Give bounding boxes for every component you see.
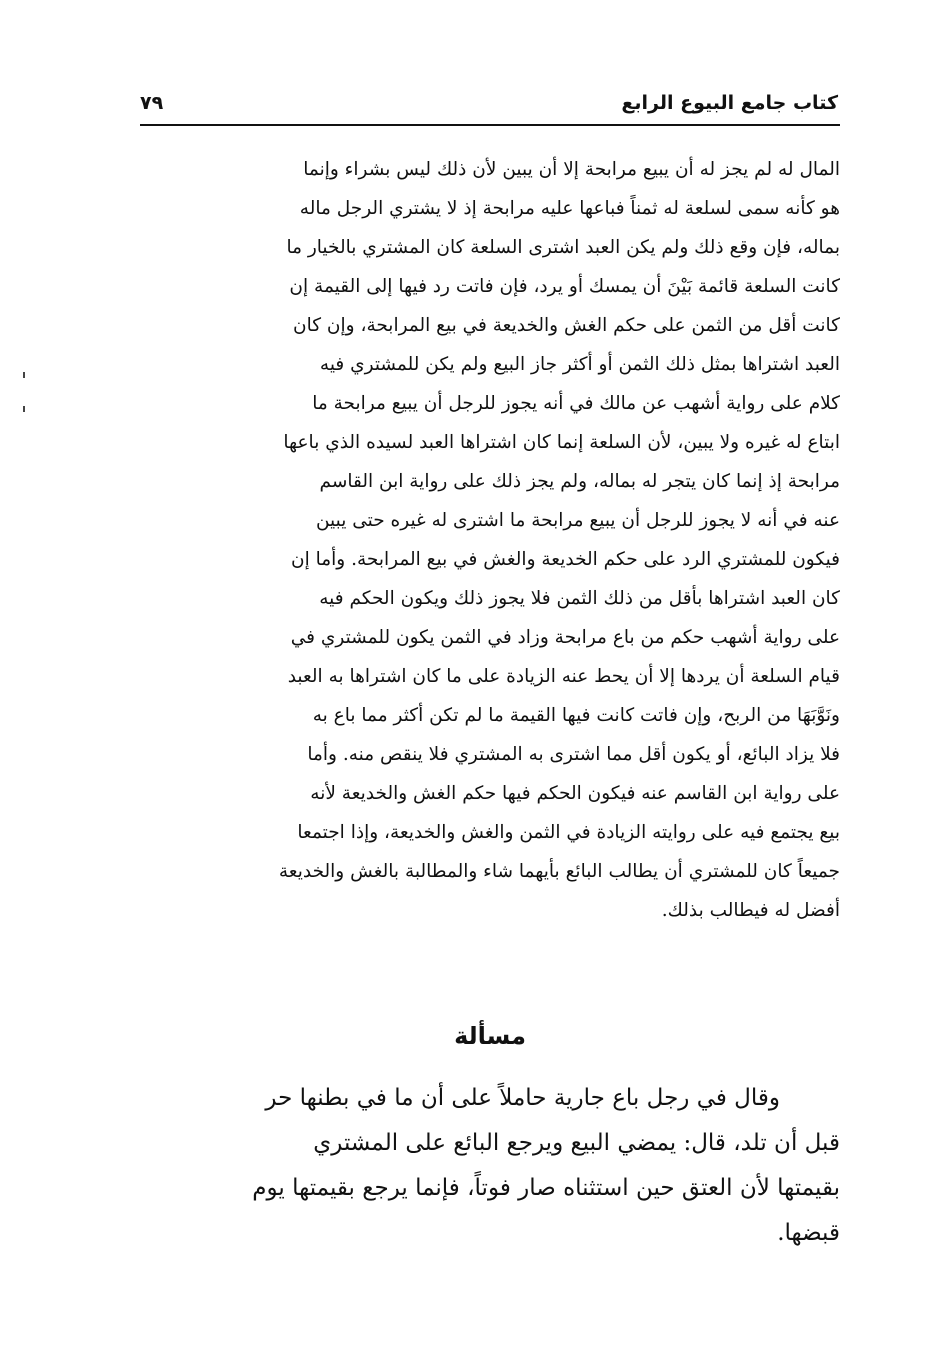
body-line: بماله، فإن وقع ذلك ولم يكن العبد اشترى السلعة كان المشتري بالخيار ما <box>286 237 840 258</box>
issue-line: قبضها. <box>777 1220 840 1246</box>
page-number: ٧٩ <box>140 92 164 114</box>
body-line: المال له لم يجز له أن يبيع مرابحة إلا أن يبين لأن ذلك ليس بشراء وإنما <box>303 159 840 180</box>
section-heading: مسألة <box>454 1022 526 1050</box>
body-line: العبد اشتراها بمثل ذلك الثمن أو أكثر جاز البيع ولم يكن للمشتري فيه <box>319 354 840 375</box>
body-line: كانت أقل من الثمن على حكم الغش والخديعة في بيع المرابحة، وإن كان <box>293 315 840 336</box>
issue-text <box>140 1076 840 1256</box>
body-line: فلا يزاد البائع، أو يكون أقل مما اشترى به المشتري فلا ينقص منه. وأما <box>307 744 840 765</box>
body-line: على رواية ابن القاسم عنه فيكون الحكم فيها حكم الغش والخديعة لأنه <box>310 783 840 804</box>
body-line: على رواية أشهب حكم من باع مرابحة وزاد في الثمن يكون للمشتري في <box>290 627 840 648</box>
body-line: عنه في أنه لا يجوز للرجل أن يبيع مرابحة ما اشترى له غيره حتى يبين <box>315 510 840 531</box>
page-header <box>140 88 838 122</box>
body-line: كلام على رواية أشهب عن مالك في أنه يجوز للرجل أن يبيع مرابحة ما <box>312 393 840 414</box>
body-line: قيام السلعة أن يردها إلا أن يحط عنه الزيادة على ما كان اشتراها به العبد <box>287 666 840 687</box>
issue-line: بقيمتها لأن العتق حين استثناه صار فوتاً، فإنما يرجع بقيمتها يوم <box>252 1175 840 1201</box>
body-line: كان العبد اشتراها بأقل من ذلك الثمن فلا يجوز ذلك ويكون الحكم فيه <box>319 588 840 609</box>
body-line: جميعاً كان للمشتري أن يطالب البائع بأيهما شاء والمطالبة بالغش والخديعة <box>278 861 840 882</box>
margin-mark <box>22 372 25 412</box>
body-text <box>140 150 840 930</box>
body-line: فيكون للمشتري الرد على حكم الخديعة والغش في بيع المرابحة. وأما إن <box>290 549 840 570</box>
body-line: أفضل له فيطالب بذلك. <box>661 900 840 921</box>
issue-line: وقال في رجل باع جارية حاملاً على أن ما في بطنها حر <box>265 1085 780 1111</box>
body-line: هو كأنه سمى لسلعة له ثمناً فباعها عليه مرابحة إذ لا يشتري الرجل ماله <box>299 198 840 219</box>
body-line: ونَوَّبَهَا من الربح، وإن فاتت كانت فيها القيمة ما لم تكن أكثر مما باع به <box>312 705 840 726</box>
body-line: مرابحة إذ إنما كان يتجر له بماله، ولم يجز ذلك على رواية ابن القاسم <box>319 471 840 492</box>
margin-mark-dot <box>23 372 25 378</box>
body-line: بيع يجتمع فيه على روايته الزيادة في الثمن والغش والخديعة، وإذا اجتمعا <box>297 822 840 843</box>
margin-mark-dot <box>23 406 25 412</box>
body-line: كانت السلعة قائمة بَيْنَ أن يمسك أو يرد، فإن فاتت رد فيها إلى القيمة إن <box>289 276 840 297</box>
body-line: ابتاع له غيره ولا يبين، لأن السلعة إنما كان اشتراها العبد لسيده الذي باعها <box>283 432 840 453</box>
header-rule <box>140 124 840 126</box>
issue-line: قبل أن تلد، قال: يمضي البيع ويرجع البائع على المشتري <box>313 1130 840 1156</box>
running-title: كتاب جامع البيوع الرابع <box>621 92 838 114</box>
